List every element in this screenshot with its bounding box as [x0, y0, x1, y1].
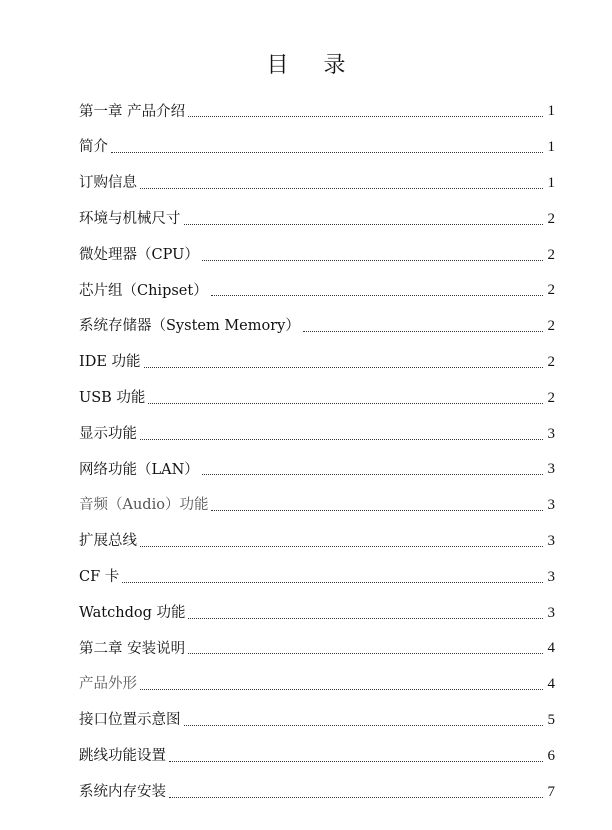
dot-leader: [184, 725, 544, 726]
toc-entry-label: 系统内存安装: [79, 783, 166, 800]
dot-leader: [111, 152, 543, 153]
toc-entry-label: 第二章 安装说明: [79, 640, 186, 657]
toc-entry-system-memory[interactable]: [79, 309, 555, 345]
toc-entry-cf-card[interactable]: [79, 559, 555, 595]
toc-entry-label: 系统存储器（System Memory）: [79, 318, 300, 335]
toc-entry-label: 跳线功能设置: [79, 747, 166, 764]
toc-entry-page: 2: [547, 389, 555, 406]
toc-entry-page: 3: [547, 461, 555, 478]
dot-leader: [202, 260, 543, 261]
toc-entry-label: Watchdog 功能: [79, 604, 186, 621]
toc-entry-watchdog[interactable]: [79, 595, 555, 631]
toc-entry-cpu[interactable]: [79, 237, 555, 273]
toc-entry-label: 网络功能（LAN）: [79, 461, 199, 478]
dot-leader: [140, 689, 543, 690]
dot-leader: [303, 331, 543, 332]
dot-leader: [140, 546, 543, 547]
toc-entry-audio[interactable]: [79, 488, 555, 524]
toc-entry-chipset[interactable]: [79, 273, 555, 309]
toc-entry-page: 2: [547, 210, 555, 227]
toc-entry-page: 3: [547, 532, 555, 549]
toc-entry-usb[interactable]: [79, 380, 555, 416]
toc-entry-page: 1: [547, 174, 555, 191]
toc-entry-chapter-1[interactable]: [79, 94, 555, 130]
toc-title: 目 录: [266, 53, 360, 78]
toc-entry-page: 5: [547, 711, 555, 728]
toc-entry-ordering[interactable]: [79, 166, 555, 202]
toc-entry-label: 微处理器（CPU）: [79, 246, 199, 263]
toc-entry-environment[interactable]: [79, 201, 555, 237]
toc-entry-label: 扩展总线: [79, 533, 137, 550]
dot-leader: [169, 761, 543, 762]
toc-entry-display[interactable]: [79, 416, 555, 452]
toc-entry-page: 2: [547, 246, 555, 263]
dot-leader: [169, 797, 543, 798]
toc-entry-label: 产品外形: [79, 676, 137, 693]
dot-leader: [188, 618, 543, 619]
dot-leader: [144, 367, 543, 368]
toc-list: [79, 94, 555, 810]
toc-entry-page: 3: [547, 497, 555, 514]
toc-entry-connector-diagram[interactable]: [79, 703, 555, 739]
toc-entry-page: 7: [547, 783, 555, 800]
toc-entry-page: 2: [547, 282, 555, 299]
toc-entry-label: 环境与机械尺寸: [79, 211, 181, 228]
dot-leader: [122, 582, 543, 583]
toc-entry-label: 显示功能: [79, 425, 137, 442]
toc-entry-lan[interactable]: [79, 452, 555, 488]
toc-entry-ide[interactable]: [79, 345, 555, 381]
dot-leader: [140, 188, 543, 189]
toc-entry-page: 4: [547, 676, 555, 693]
toc-entry-expansion-bus[interactable]: [79, 524, 555, 560]
toc-entry-page: 2: [547, 318, 555, 335]
toc-entry-label: USB 功能: [79, 390, 146, 407]
toc-entry-label: 接口位置示意图: [79, 712, 181, 729]
toc-entry-label: 简介: [79, 139, 108, 156]
dot-leader: [202, 474, 543, 475]
toc-entry-appearance[interactable]: [79, 667, 555, 703]
toc-entry-chapter-2[interactable]: [79, 631, 555, 667]
toc-entry-page: 1: [547, 139, 555, 156]
toc-entry-page: 3: [547, 425, 555, 442]
toc-entry-page: 3: [547, 568, 555, 585]
dot-leader: [148, 403, 543, 404]
toc-entry-label: CF 卡: [79, 569, 120, 585]
toc-entry-label: 音频（Audio）功能: [79, 497, 209, 514]
dot-leader: [211, 295, 543, 296]
toc-entry-memory-install[interactable]: [79, 774, 555, 810]
toc-entry-label: IDE 功能: [79, 354, 141, 371]
dot-leader: [188, 116, 543, 117]
toc-entry-label: 第一章 产品介绍: [79, 103, 186, 120]
toc-entry-intro[interactable]: [79, 130, 555, 166]
dot-leader: [184, 224, 544, 225]
dot-leader: [211, 510, 543, 511]
toc-entry-page: 4: [547, 640, 555, 657]
toc-entry-label: 订购信息: [79, 175, 137, 192]
toc-entry-page: 3: [547, 604, 555, 621]
dot-leader: [188, 653, 543, 654]
toc-entry-page: 2: [547, 353, 555, 370]
toc-entry-page: 6: [547, 747, 555, 764]
dot-leader: [140, 439, 543, 440]
toc-entry-jumper-settings[interactable]: [79, 738, 555, 774]
toc-entry-page: 1: [547, 103, 555, 120]
toc-entry-label: 芯片组（Chipset）: [79, 282, 208, 299]
